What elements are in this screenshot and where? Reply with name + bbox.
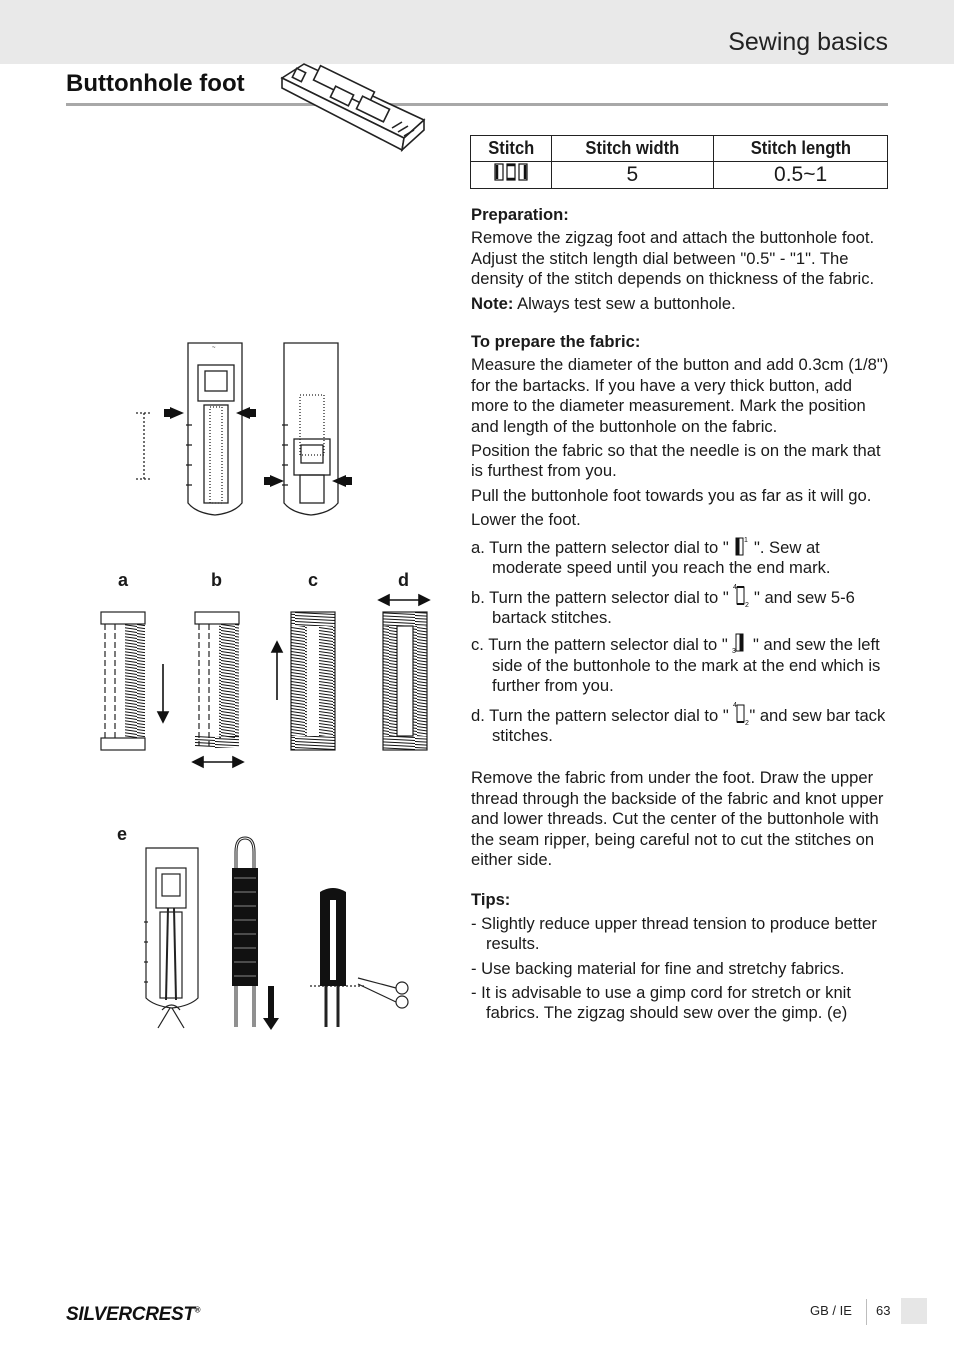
- note-paragraph: [471, 294, 891, 314]
- dial-digit-2: 2: [745, 719, 750, 725]
- tips-list: [471, 914, 891, 1024]
- figure-label-d: d: [398, 570, 409, 590]
- step-a: a. Turn the pattern selector dial to " 1 ". Sew at moderate speed until you reach the end mark.: [471, 536, 831, 578]
- instructions-column: [471, 205, 891, 1028]
- dial-digit-2: 2: [745, 601, 750, 607]
- dial-position-2-4-icon: [733, 583, 749, 607]
- page-number: 63: [876, 1303, 891, 1318]
- brand-logo: SILVERCREST®: [66, 1304, 201, 1325]
- step-d: d. Turn the pattern selector dial to " 4 2 " and sew bar tack stitches.: [471, 701, 886, 745]
- section-title: Sewing basics: [728, 28, 888, 56]
- table-cell-width: 5: [551, 162, 714, 189]
- preparation-heading: Preparation:: [471, 205, 569, 224]
- footer-divider: [866, 1299, 867, 1325]
- dial-digit-4: 4: [733, 701, 738, 709]
- table-cell-length: 0.5~1: [714, 162, 888, 189]
- fabric-paragraph-1: Measure the diameter of the button and add 0.3cm (1/8") for the bartacks. If you have a very thick button, add more to the diameter measurement. Mark the position and length of the buttonhole on the fabric.: [471, 355, 889, 436]
- buttonhole-foot-icon: [274, 58, 430, 158]
- note-text: Always test sew a buttonhole.: [513, 293, 736, 313]
- table-header-stitch-width: Stitch width: [558, 136, 708, 162]
- buttonhole-sequence-figure: [95, 588, 435, 778]
- step-c: c. Turn the pattern selector dial to " 3 " and sew the left side of the buttonhole to the mark at the end which is further from you.: [471, 632, 891, 696]
- steps-list: [471, 535, 891, 747]
- page-title: Buttonhole foot: [66, 70, 245, 97]
- figure-label-b: b: [211, 570, 222, 590]
- footer-tab: [901, 1298, 927, 1324]
- tip-item-1: - Slightly reduce upper thread tension to produce better results.: [471, 913, 877, 954]
- foot-position-figure: [120, 335, 360, 525]
- tips-heading: Tips:: [471, 890, 511, 910]
- figure-label-a: a: [118, 570, 129, 590]
- footer-region: GB / IE: [810, 1303, 852, 1318]
- fabric-paragraph-4: Lower the foot.: [471, 510, 581, 530]
- stitch-settings-table: [470, 135, 888, 189]
- dial-position-3-icon: [732, 632, 748, 654]
- figure-label-c: c: [308, 570, 319, 590]
- svg-text:~: ~: [212, 345, 216, 351]
- preparation-body: Remove the zigzag foot and attach the buttonhole foot. Adjust the stitch length dial between "0.5" - "1". The density of the stitch depends on thickness of the fabric.: [471, 228, 875, 289]
- fabric-paragraph-2: Position the fabric so that the needle is on the mark that is furthest from you.: [471, 441, 881, 481]
- gimp-cord-figure: [140, 832, 420, 1037]
- tip-item-2: - Use backing material for fine and stretchy fabrics.: [471, 958, 845, 978]
- tip-item-3: - It is advisable to use a gimp cord for stretch or knit fabrics. The zigzag should sew over the gimp. (e): [471, 983, 851, 1023]
- buttonhole-stitch-icon: [493, 162, 529, 182]
- dial-position-2-4-icon: [733, 701, 749, 725]
- dial-digit-3: 3: [732, 648, 737, 655]
- table-header-stitch: Stitch: [474, 136, 548, 162]
- dial-position-1-icon: [733, 535, 749, 557]
- dial-digit-1: 1: [744, 536, 749, 544]
- finish-paragraph: Remove the fabric from under the foot. Draw the upper thread through the backside of the fabric and knot upper and lower threads. Cut the center of the buttonhole with the seam ripper, being careful not to cut the stitches on either side.: [471, 768, 884, 869]
- heading-rule: [66, 103, 888, 106]
- dial-digit-4: 4: [733, 583, 738, 591]
- step-b: b. Turn the pattern selector dial to " 4 2 " and sew 5-6 bartack stitches.: [471, 583, 855, 627]
- fabric-paragraph-3: Pull the buttonhole foot towards you as far as it will go.: [471, 485, 872, 505]
- figure-label-e: e: [117, 824, 128, 844]
- table-cell-stitch: [471, 162, 552, 189]
- table-header-stitch-length: Stitch length: [721, 136, 881, 162]
- fabric-heading: To prepare the fabric:: [471, 332, 641, 352]
- note-label: Note:: [471, 293, 514, 313]
